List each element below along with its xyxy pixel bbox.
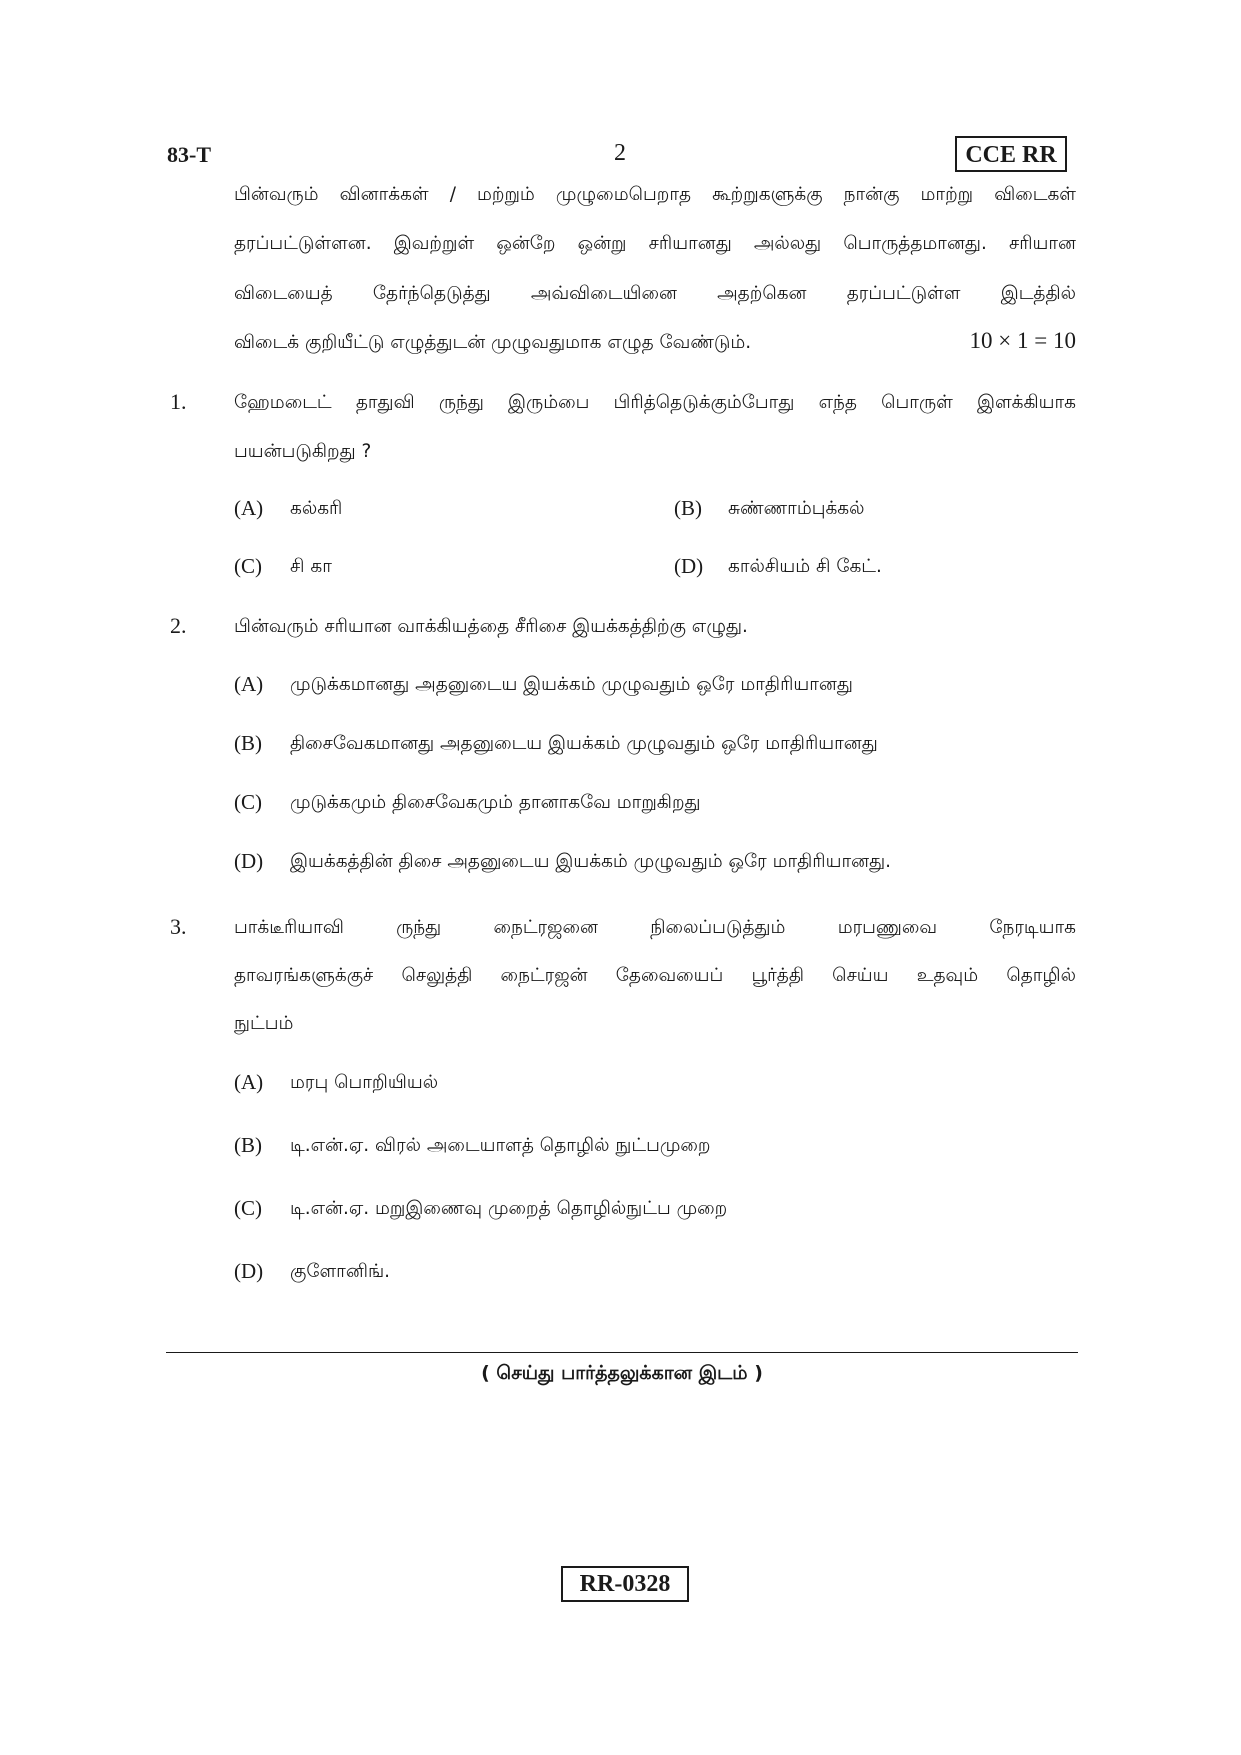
- option-text: குளோனிங்.: [290, 1261, 391, 1282]
- question-text-line: பயன்படுகிறது ?: [234, 441, 372, 462]
- question-text-line: நுட்பம்: [234, 1013, 294, 1034]
- instruction-line-2: தரப்பட்டுள்ளன. இவற்றுள் ஒன்றே ஒன்று சரியானது அல்லது பொருத்தமானது. சரியான: [234, 233, 1076, 254]
- option-letter: (B): [234, 731, 262, 755]
- question-number: 3.: [170, 914, 187, 939]
- paper-code: 83-T: [167, 142, 211, 167]
- option-text: கல்கரி: [290, 498, 343, 519]
- option-letter: (C): [234, 1196, 262, 1220]
- exam-code-box: CCE RR: [955, 136, 1067, 172]
- rough-work-label: ( செய்து பார்த்தலுக்கான இடம் ): [481, 1362, 763, 1384]
- option-letter: (D): [674, 554, 704, 578]
- question-number: 1.: [170, 389, 187, 414]
- option-text: சுண்ணாம்புக்கல்: [728, 498, 865, 519]
- option-letter: (D): [234, 1259, 264, 1283]
- marks-allocation: 10 × 1 = 10: [969, 328, 1076, 353]
- option-letter: (B): [674, 496, 702, 520]
- footer-code-box: RR-0328: [561, 1566, 689, 1602]
- option-letter: (B): [234, 1133, 262, 1157]
- instruction-line-4: விடைக் குறியீட்டு எழுத்துடன் முழுவதுமாக எழுத வேண்டும்.: [234, 332, 752, 353]
- option-text: முடுக்கமும் திசைவேகமும் தானாகவே மாறுகிறது: [290, 792, 701, 813]
- option-letter: (A): [234, 1070, 264, 1094]
- page-number: 2: [614, 140, 626, 166]
- option-text: கால்சியம் சி கேட்.: [728, 556, 882, 577]
- option-text: மரபு பொறியியல்: [290, 1072, 439, 1093]
- option-text: டி.என்.ஏ. மறுஇணைவு முறைத் தொழில்நுட்ப முறை: [290, 1198, 728, 1219]
- option-letter: (A): [234, 672, 264, 696]
- instruction-line-1: பின்வரும் வினாக்கள் / மற்றும் முழுமைபெறாத கூற்றுகளுக்கு நான்கு மாற்று விடைகள்: [234, 184, 1076, 205]
- option-text: டி.என்.ஏ. விரல் அடையாளத் தொழில் நுட்பமுறை: [290, 1135, 711, 1156]
- option-text: திசைவேகமானது அதனுடைய இயக்கம் முழுவதும் ஒரே மாதிரியானது: [290, 733, 878, 754]
- question-text-line: ஹேமடைட் தாதுவி ருந்து இரும்பை பிரித்தெடுக்கும்போது எந்த பொருள் இளக்கியாக: [234, 392, 1076, 413]
- option-letter: (D): [234, 849, 264, 873]
- option-text: இயக்கத்தின் திசை அதனுடைய இயக்கம் முழுவதும் ஒரே மாதிரியானது.: [290, 851, 891, 872]
- question-text-line: பாக்டீரியாவி ருந்து நைட்ரஜனை நிலைப்படுத்தும் மரபணுவை நேரடியாக: [234, 917, 1076, 938]
- option-text: சி கா: [290, 556, 332, 577]
- option-letter: (A): [234, 496, 264, 520]
- question-number: 2.: [170, 613, 187, 638]
- question-text-line: தாவரங்களுக்குச் செலுத்தி நைட்ரஜன் தேவையைப் பூர்த்தி செய்ய உதவும் தொழில்: [234, 965, 1076, 986]
- instruction-line-3: விடையைத் தேர்ந்தெடுத்து அவ்விடையினை அதற்கென தரப்பட்டுள்ள இடத்தில்: [234, 283, 1076, 304]
- option-letter: (C): [234, 554, 262, 578]
- option-letter: (C): [234, 790, 262, 814]
- horizontal-divider: [166, 1352, 1078, 1353]
- option-text: முடுக்கமானது அதனுடைய இயக்கம் முழுவதும் ஒரே மாதிரியானது: [290, 674, 853, 695]
- question-text-line: பின்வரும் சரியான வாக்கியத்தை சீரிசை இயக்கத்திற்கு எழுது.: [234, 616, 748, 637]
